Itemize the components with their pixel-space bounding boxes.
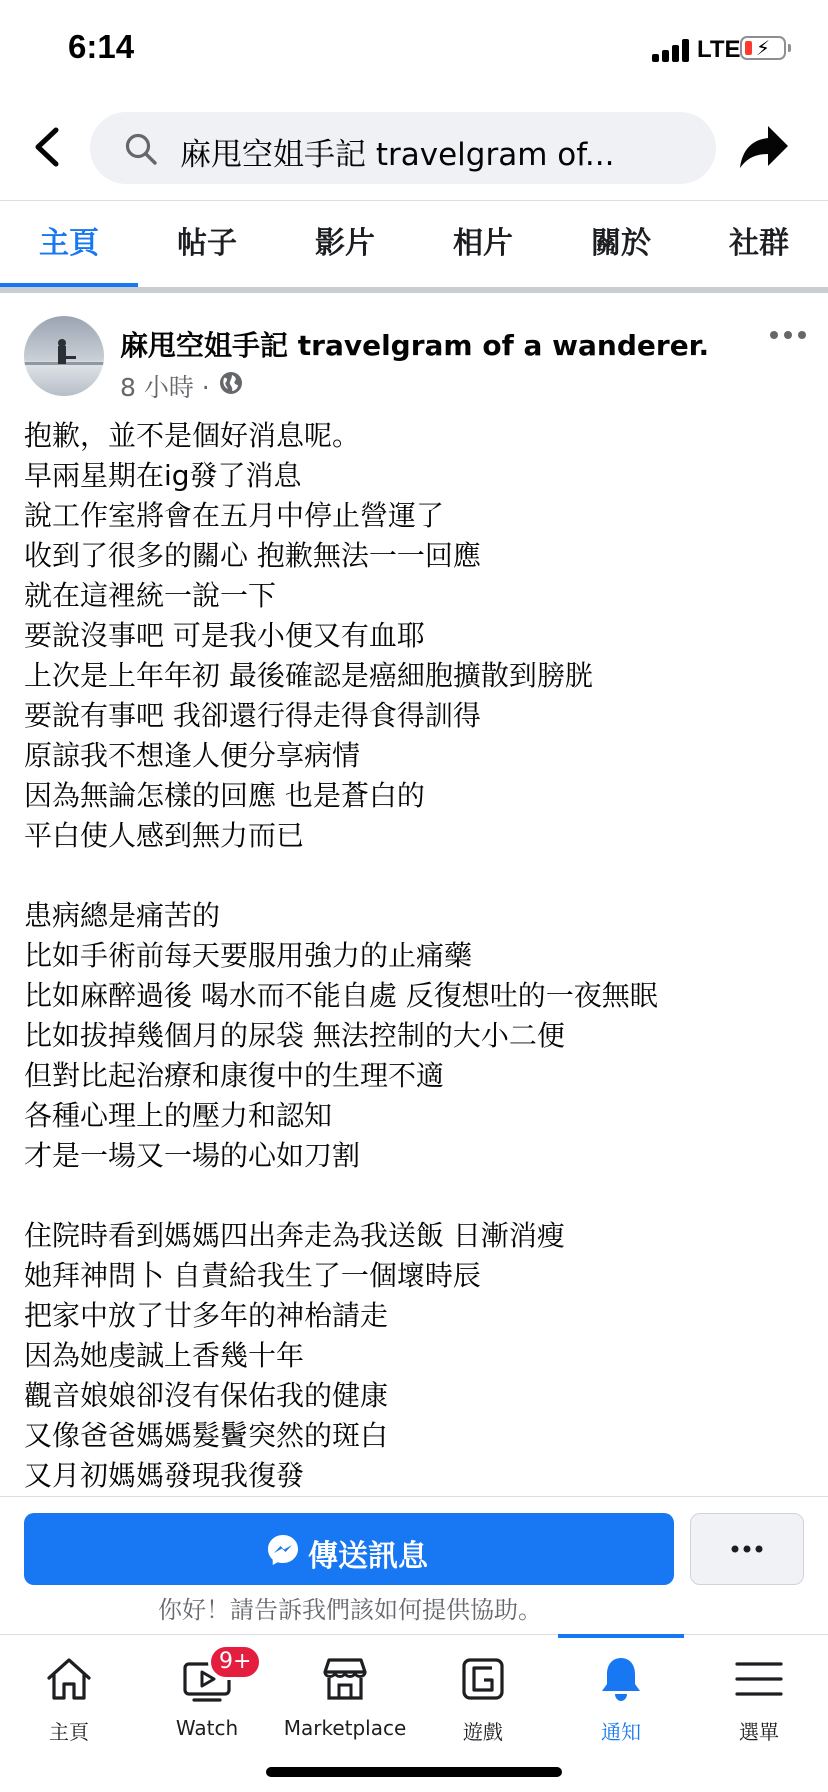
post-line: 要說有事吧 我卻還行得走得食得訓得 — [24, 699, 481, 732]
tab-about[interactable]: 關於 — [591, 226, 651, 261]
share-button[interactable] — [736, 118, 792, 174]
send-message-label: 傳送訊息 — [308, 1539, 428, 1574]
back-button[interactable] — [28, 122, 68, 172]
post-line: 上次是上年年初 最後確認是癌細胞擴散到膀胱 — [24, 659, 593, 692]
paragraph-break — [24, 856, 814, 896]
post-line: 原諒我不想逢人便分享病情 — [24, 739, 361, 772]
post-line: 把家中放了廿多年的神枱請走 — [24, 1299, 389, 1332]
nav-gaming[interactable] — [414, 1640, 552, 1750]
nav-active-indicator — [558, 1634, 684, 1638]
post-line: 因為無論怎樣的回應 也是蒼白的 — [24, 779, 425, 812]
post-text — [24, 416, 814, 1496]
post-line: 各種心理上的壓力和認知 — [24, 1099, 333, 1132]
paragraph-break — [24, 1176, 814, 1216]
post-line: 早兩星期在ig發了消息 — [24, 459, 302, 492]
more-actions-button[interactable] — [690, 1513, 804, 1585]
tab-divider — [0, 287, 828, 293]
post-timestamp[interactable]: 8 小時 · — [120, 373, 210, 402]
globe-icon — [219, 371, 243, 395]
post-line: 觀音娘娘卻沒有保佑我的健康 — [24, 1379, 389, 1412]
post-line: 患病總是痛苦的 — [24, 899, 221, 932]
nav-notifications-label: 通知 — [601, 1720, 641, 1744]
bell-icon — [596, 1654, 646, 1704]
post-line: 比如麻醉過後 喝水而不能自處 反復想吐的一夜無眠 — [24, 979, 658, 1012]
marketplace-icon — [320, 1654, 370, 1704]
avatar[interactable] — [24, 316, 104, 396]
share-arrow-icon — [736, 118, 792, 174]
network-type: LTE — [697, 36, 741, 63]
status-bar — [0, 0, 828, 100]
menu-icon — [734, 1654, 784, 1704]
nav-menu-label: 選單 — [739, 1720, 779, 1744]
post-more-button[interactable] — [766, 318, 810, 352]
nav-menu[interactable] — [690, 1640, 828, 1750]
post-line: 但對比起治療和康復中的生理不適 — [24, 1059, 445, 1092]
home-icon — [44, 1654, 94, 1704]
home-indicator — [266, 1767, 562, 1777]
battery-icon: ⚡ — [740, 36, 786, 60]
post-line: 才是一場又一場的心如刀割 — [24, 1139, 361, 1172]
post-line: 抱歉，並不是個好消息呢。 — [24, 419, 361, 452]
post-line: 要說沒事吧 可是我小便又有血耶 — [24, 619, 425, 652]
post-line: 平白使人感到無力而已 — [24, 819, 305, 852]
nav-marketplace-label: Marketplace — [283, 1716, 407, 1740]
battery-nub — [788, 44, 791, 52]
nav-watch-label: Watch — [175, 1716, 239, 1740]
tab-photos[interactable]: 相片 — [453, 226, 513, 261]
avatar-image — [24, 316, 104, 396]
search-query: 麻甩空姐手記 travelgram of... — [180, 137, 615, 173]
status-time: 6:14 — [68, 28, 135, 65]
post-line: 比如拔掉幾個月的尿袋 無法控制的大小二便 — [24, 1019, 565, 1052]
nav-gaming-label: 遊戲 — [463, 1720, 503, 1744]
post-line: 說工作室將會在五月中停止營運了 — [24, 499, 445, 532]
more-horizontal-icon — [766, 318, 810, 352]
post-line: 就在這裡統一說一下 — [24, 579, 277, 612]
tab-home[interactable]: 主頁 — [39, 226, 99, 261]
post-line: 因為她虔誠上香幾十年 — [24, 1339, 305, 1372]
search-icon — [124, 132, 158, 166]
post-author[interactable]: 麻甩空姐手記 travelgram of a wanderer. — [120, 329, 710, 362]
nav-notifications[interactable] — [552, 1640, 690, 1750]
signal-icon — [652, 38, 690, 62]
tab-community[interactable]: 社群 — [729, 226, 789, 261]
notification-badge: 9+ — [208, 1644, 262, 1680]
chevron-left-icon — [28, 122, 68, 172]
nav-marketplace[interactable] — [276, 1640, 414, 1750]
greeting-text: 你好！請告訴我們該如何提供協助。 — [158, 1596, 542, 1624]
nav-home[interactable] — [0, 1640, 138, 1750]
tab-posts[interactable]: 帖子 — [177, 226, 237, 261]
tab-videos[interactable]: 影片 — [315, 226, 375, 261]
page-tabs — [0, 201, 828, 287]
post-line: 收到了很多的關心 抱歉無法一一回應 — [24, 539, 481, 572]
post-line: 她拜神問卜 自責給我生了一個壞時辰 — [24, 1259, 481, 1292]
post-line: 住院時看到媽媽四出奔走為我送飯 日漸消瘦 — [24, 1219, 565, 1252]
more-horizontal-icon — [691, 1514, 803, 1584]
action-divider — [0, 1496, 828, 1497]
nav-home-label: 主頁 — [49, 1720, 89, 1744]
search-bar[interactable] — [90, 112, 716, 184]
post-line: 比如手術前每天要服用強力的止痛藥 — [24, 939, 473, 972]
messenger-icon — [266, 1533, 300, 1567]
post-line: 又月初媽媽發現我復發 — [24, 1459, 305, 1492]
send-message-button[interactable] — [24, 1513, 674, 1585]
post-line: 又像爸爸媽媽髮鬢突然的斑白 — [24, 1419, 389, 1452]
nav-divider — [0, 1634, 828, 1635]
gaming-icon — [458, 1654, 508, 1704]
